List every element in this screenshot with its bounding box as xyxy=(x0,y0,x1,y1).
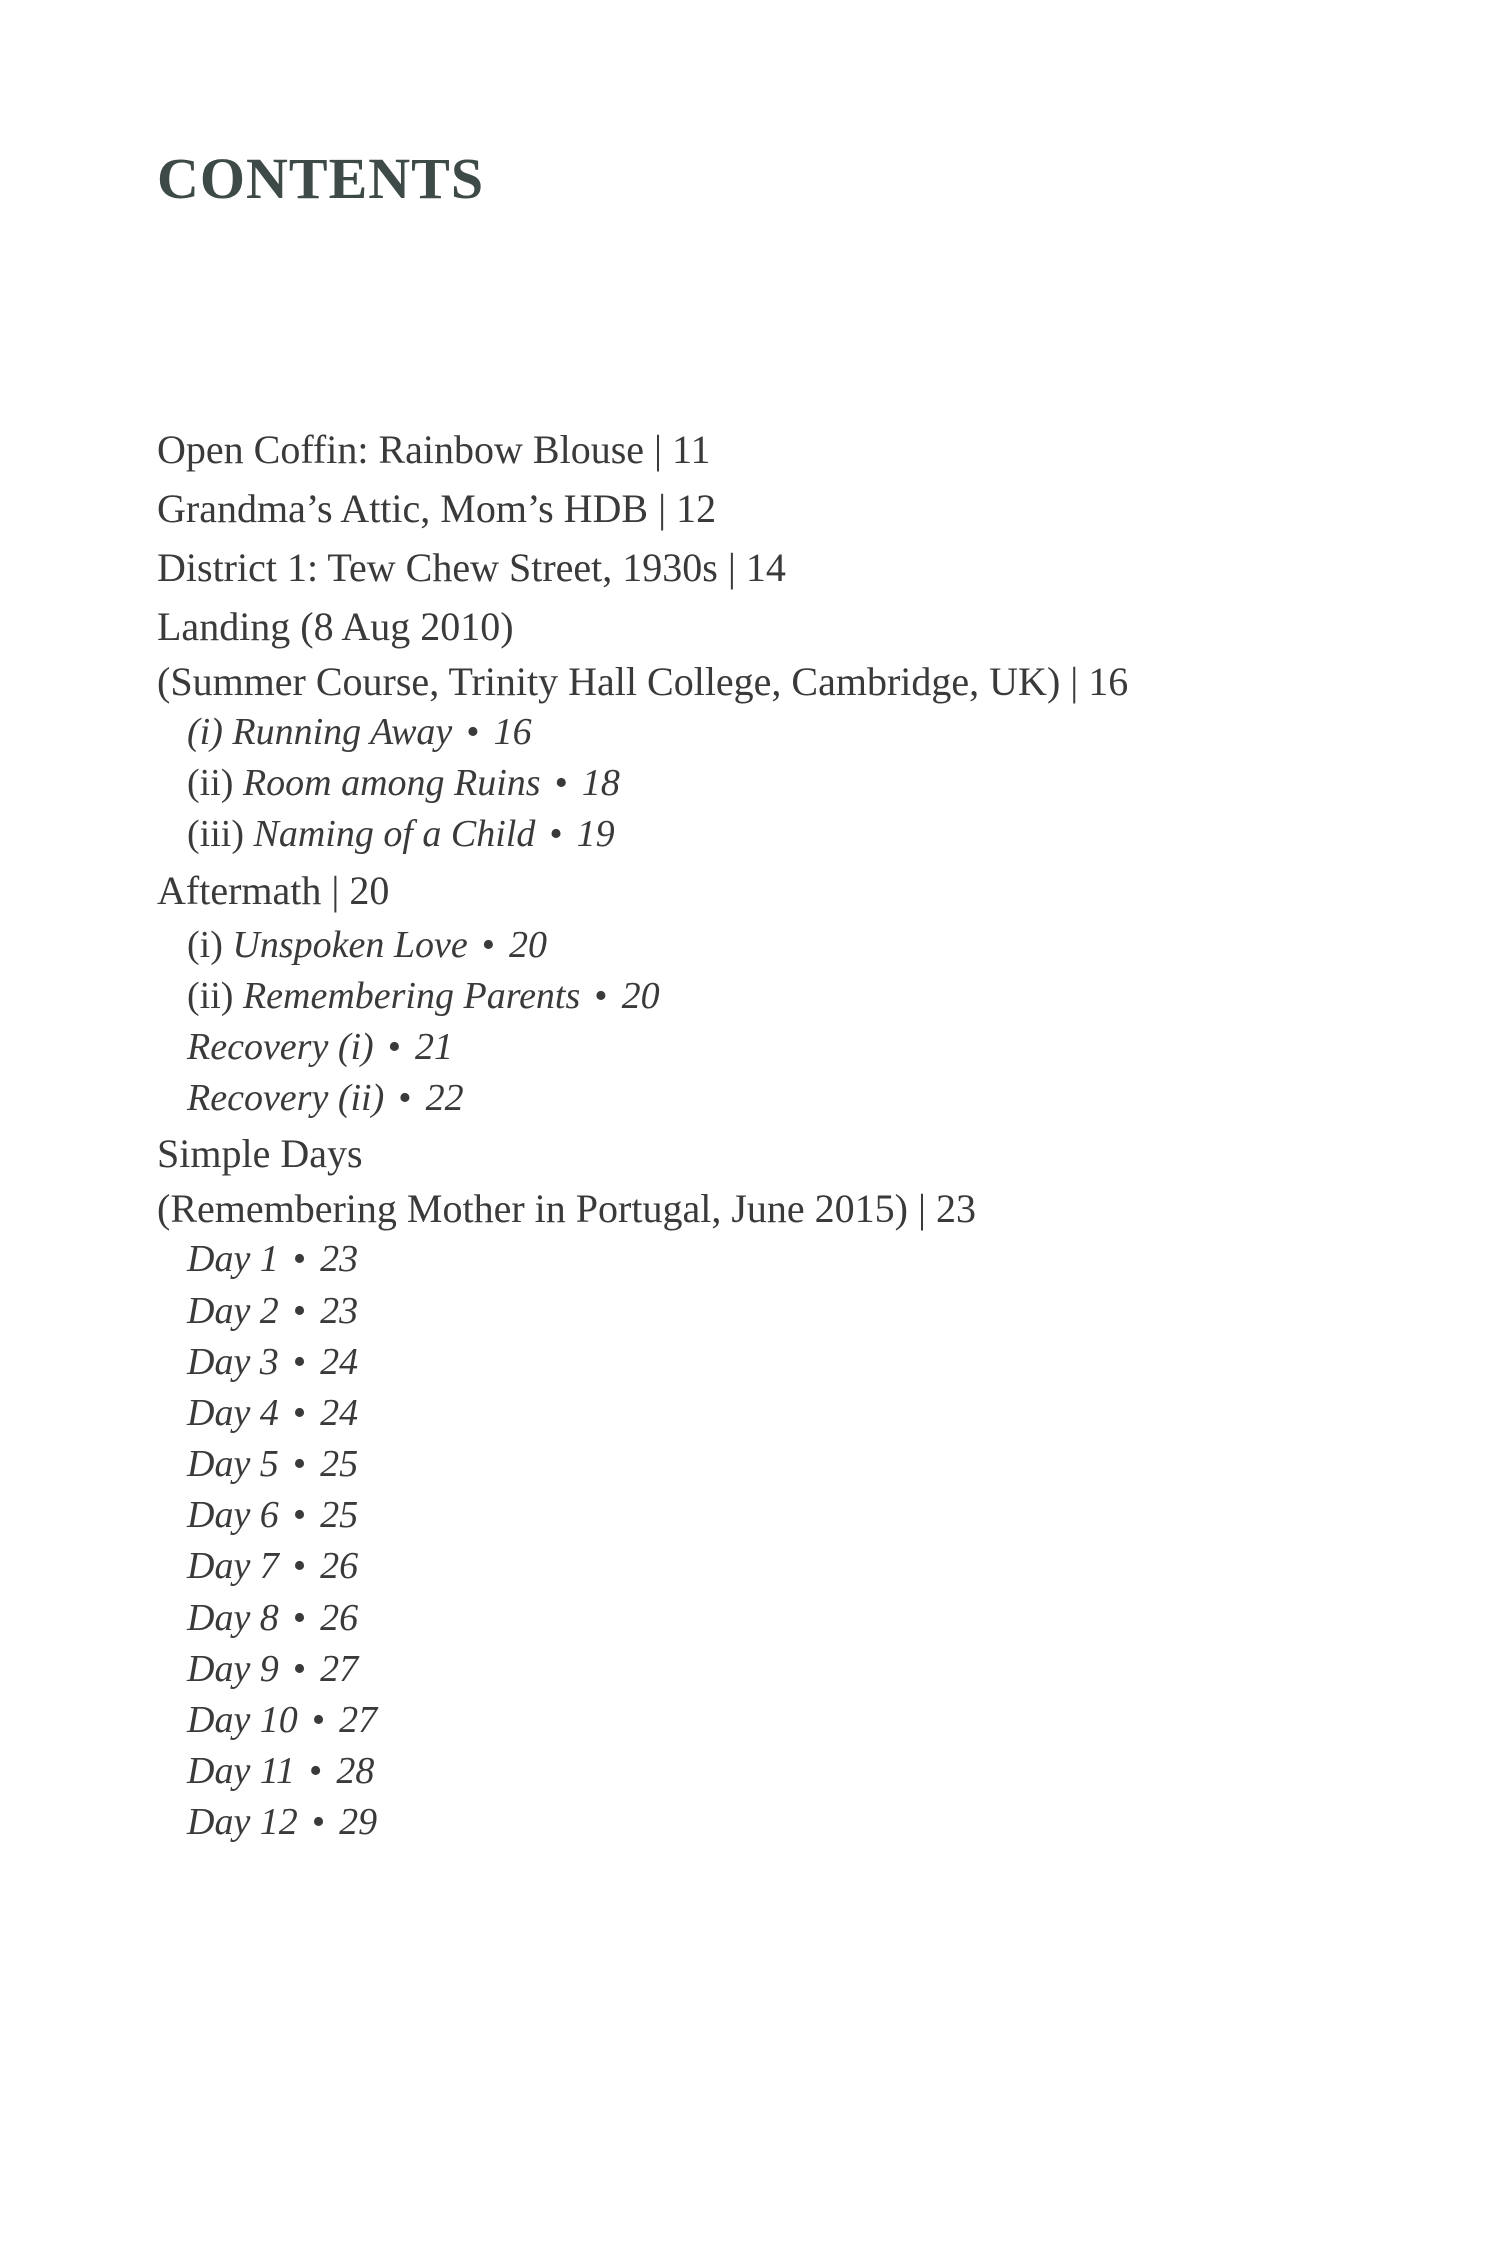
subentry-page: 24 xyxy=(320,1340,359,1383)
bullet: • xyxy=(311,1699,326,1741)
toc-subentry xyxy=(157,1593,1397,1644)
bullet: • xyxy=(481,923,496,966)
toc-subentry xyxy=(157,920,1397,971)
entry-title: Aftermath xyxy=(157,867,322,913)
subentry-page: 20 xyxy=(621,974,660,1017)
entry-separator: | xyxy=(727,545,736,590)
subentry-number: (ii) xyxy=(187,762,234,805)
toc-subentry xyxy=(157,1073,1397,1124)
toc-entry xyxy=(157,597,1397,656)
page-title: CONTENTS xyxy=(157,146,485,211)
toc-subentry xyxy=(157,1490,1397,1541)
entry-title: Landing (8 Aug 2010) xyxy=(157,604,514,649)
bullet: • xyxy=(594,974,608,1017)
subentry-page: 28 xyxy=(336,1750,375,1793)
bullet: • xyxy=(292,1494,307,1537)
toc-subentry xyxy=(157,1439,1397,1490)
bullet: • xyxy=(292,1545,307,1588)
subentry-title: Running Away xyxy=(232,711,453,753)
subentry-title: Room among Ruins xyxy=(242,762,541,805)
entry-page: 20 xyxy=(349,867,390,913)
subentry-title: Day 7 xyxy=(187,1545,279,1588)
entry-separator: | xyxy=(331,867,340,913)
subentry-title: Recovery (ii) xyxy=(187,1077,385,1120)
toc-subentry xyxy=(157,809,1397,860)
subentry-title: Day 11 xyxy=(187,1750,295,1793)
subentry-title: Naming of a Child xyxy=(253,813,536,856)
bullet: • xyxy=(292,1647,307,1690)
bullet: • xyxy=(292,1289,307,1332)
subentry-number: (iii) xyxy=(187,813,244,856)
toc-subentry xyxy=(157,1388,1397,1439)
toc-entry xyxy=(157,420,1397,479)
entry-title: District 1: Tew Chew Street, 1930s xyxy=(157,545,718,590)
toc-entry xyxy=(157,1124,1397,1183)
subentry-title: Day 12 xyxy=(187,1801,298,1844)
subentry-page: 27 xyxy=(339,1699,378,1741)
toc-subentry xyxy=(157,1746,1397,1797)
subentry-title: Day 10 xyxy=(187,1699,298,1741)
bullet: • xyxy=(554,762,568,805)
subentry-title: Day 8 xyxy=(187,1596,279,1639)
entry-page: 11 xyxy=(672,427,711,472)
entry-title: Simple Days xyxy=(157,1131,363,1177)
subentry-page: 25 xyxy=(320,1443,359,1486)
bullet: • xyxy=(292,1443,307,1486)
subentry-page: 26 xyxy=(320,1596,359,1639)
subentry-page: 25 xyxy=(320,1494,359,1537)
subentry-page: 23 xyxy=(320,1238,359,1281)
subentry-title: Day 2 xyxy=(187,1289,279,1332)
subentry-page: 26 xyxy=(320,1545,359,1588)
toc-entry xyxy=(157,538,1397,597)
subentry-page: 16 xyxy=(493,711,532,753)
bullet: • xyxy=(292,1340,307,1383)
toc-subentry xyxy=(157,1337,1397,1388)
subentry-number: (ii) xyxy=(187,974,234,1017)
toc-subentry xyxy=(157,1286,1397,1337)
bullet: • xyxy=(292,1238,307,1281)
entry-page: 12 xyxy=(676,486,717,531)
entry-title: Grandma’s Attic, Mom’s HDB xyxy=(157,486,649,531)
entry-separator: | xyxy=(917,1186,926,1232)
subentry-page: 23 xyxy=(320,1289,359,1332)
bullet: • xyxy=(549,813,563,856)
bullet: • xyxy=(311,1801,326,1844)
entry-page: 14 xyxy=(745,545,786,590)
subentry-title: Day 6 xyxy=(187,1494,279,1537)
subentry-page: 24 xyxy=(320,1391,359,1434)
toc-subentry xyxy=(157,1234,1397,1285)
subentry-title: Recovery (i) xyxy=(187,1025,374,1068)
bullet: • xyxy=(387,1025,402,1068)
toc-entry-subtitle xyxy=(157,1183,1397,1234)
entry-title: (Remembering Mother in Portugal, June 2015) xyxy=(157,1186,908,1232)
entry-page: 23 xyxy=(936,1186,976,1232)
toc-entry xyxy=(157,479,1397,538)
subentry-title: Unspoken Love xyxy=(232,923,468,966)
subentry-page: 27 xyxy=(320,1647,359,1690)
subentry-title: Day 1 xyxy=(187,1238,279,1281)
bullet: • xyxy=(292,1596,307,1639)
subentry-page: 20 xyxy=(509,923,548,966)
subentry-number: (i) xyxy=(187,923,223,966)
toc-entry-subtitle xyxy=(157,656,1397,707)
toc-subentry xyxy=(157,1022,1397,1073)
subentry-title: Day 4 xyxy=(187,1391,279,1434)
subentry-title: Day 3 xyxy=(187,1340,279,1383)
entry-title: Open Coffin: Rainbow Blouse xyxy=(157,427,645,472)
subentry-page: 18 xyxy=(581,762,620,805)
subentry-title: Remembering Parents xyxy=(242,974,581,1017)
table-of-contents xyxy=(157,420,1397,1849)
subentry-title: Day 9 xyxy=(187,1647,279,1690)
toc-subentry xyxy=(157,758,1397,809)
toc-subentry xyxy=(157,1695,1397,1746)
subentry-page: 19 xyxy=(576,813,615,856)
toc-entry xyxy=(157,861,1397,920)
entry-title: (Summer Course, Trinity Hall College, Cambridge, UK) xyxy=(157,659,1061,704)
bullet: • xyxy=(398,1077,412,1120)
subentry-title: Day 5 xyxy=(187,1443,279,1486)
toc-subentry xyxy=(157,1644,1397,1695)
bullet: • xyxy=(309,1750,323,1793)
entry-separator: | xyxy=(654,427,663,472)
toc-subentry xyxy=(157,1797,1397,1848)
entry-separator: | xyxy=(658,486,667,531)
entry-page: 16 xyxy=(1088,659,1129,704)
toc-subentry xyxy=(157,1541,1397,1592)
subentry-number: (i) xyxy=(187,711,223,753)
entry-separator: | xyxy=(1070,659,1079,704)
toc-subentry xyxy=(157,971,1397,1022)
subentry-page: 21 xyxy=(415,1025,454,1068)
bullet: • xyxy=(466,711,480,753)
subentry-page: 29 xyxy=(339,1801,378,1844)
bullet: • xyxy=(292,1391,307,1434)
subentry-page: 22 xyxy=(425,1077,464,1120)
toc-subentry xyxy=(157,707,1397,758)
